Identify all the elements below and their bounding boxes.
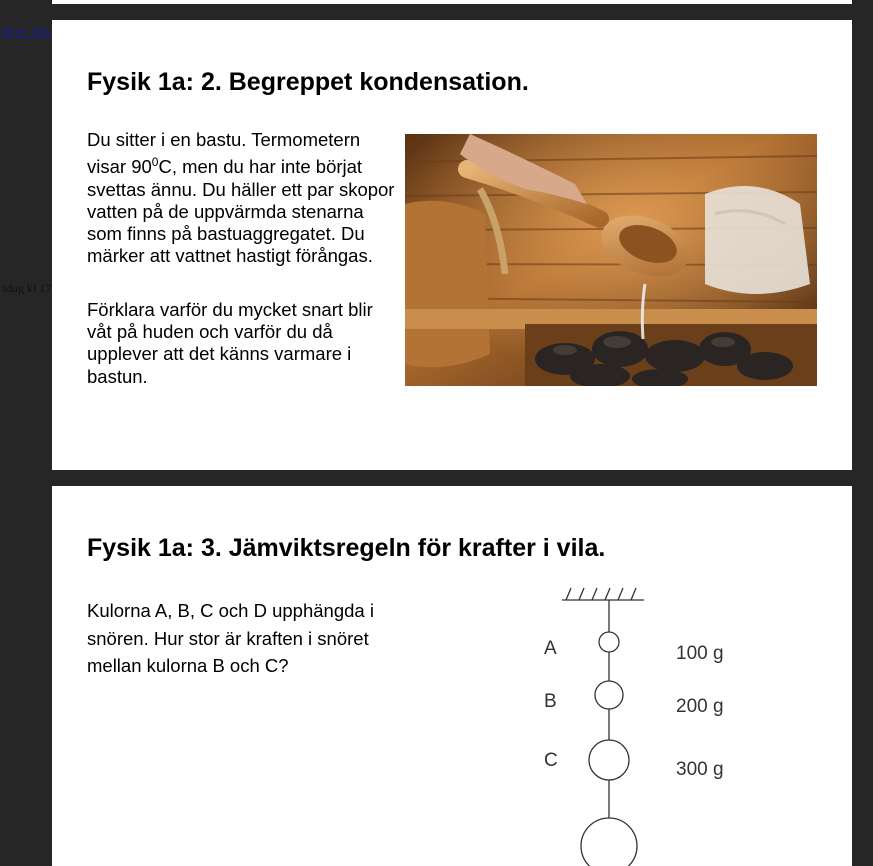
background-text: sdag kl 17 (2, 281, 52, 295)
background-link[interactable]: drive_link (2, 24, 52, 38)
question-text (87, 129, 397, 267)
slide-3 (52, 486, 852, 866)
ball-label-a: A (544, 638, 557, 659)
question-prompt (87, 299, 397, 388)
superscript-zero: 0 (151, 155, 159, 170)
ball-b (595, 681, 623, 709)
sauna-ladle-photo (405, 134, 817, 386)
paragraph-2: Förklara varför du mycket snart blir våt på huden och varför du då upplever att det känns varmare i bastun. (87, 299, 373, 387)
ball-label-b: B (544, 691, 557, 712)
slide-1-bottom-edge (52, 0, 852, 4)
ball-label-c: C (544, 750, 558, 771)
ball-a (599, 632, 619, 652)
question-text (87, 597, 397, 680)
ball-d (581, 818, 637, 866)
paragraph-1: Du sitter i en bastu. Termometern visar $90^0C$, men du har inte börjat svettas ännu. Du häller ett par skopor vatten på de uppvärmda stenarna som finns på bastuaggregatet. Du märker att vattnet hastigt förångas. (87, 129, 395, 267)
slide-title: Fysik 1a: 3. Jämviktsregeln för krafter i vila. (87, 534, 606, 562)
paragraph-1: Kulorna A, B, C och D upphängda i snören. Hur stor är kraften i snöret mellan kulorna B och C? (87, 600, 374, 676)
ball-mass-a: 100 g (676, 643, 724, 664)
ball-c (589, 740, 629, 780)
ball-mass-b: 200 g (676, 696, 724, 717)
slide-2 (52, 20, 852, 470)
ceiling-hatching (566, 588, 636, 600)
hanging-balls-diagram (532, 582, 752, 866)
ball-mass-c: 300 g (676, 759, 724, 780)
slide-title: Fysik 1a: 2. Begreppet kondensation. (87, 68, 529, 96)
